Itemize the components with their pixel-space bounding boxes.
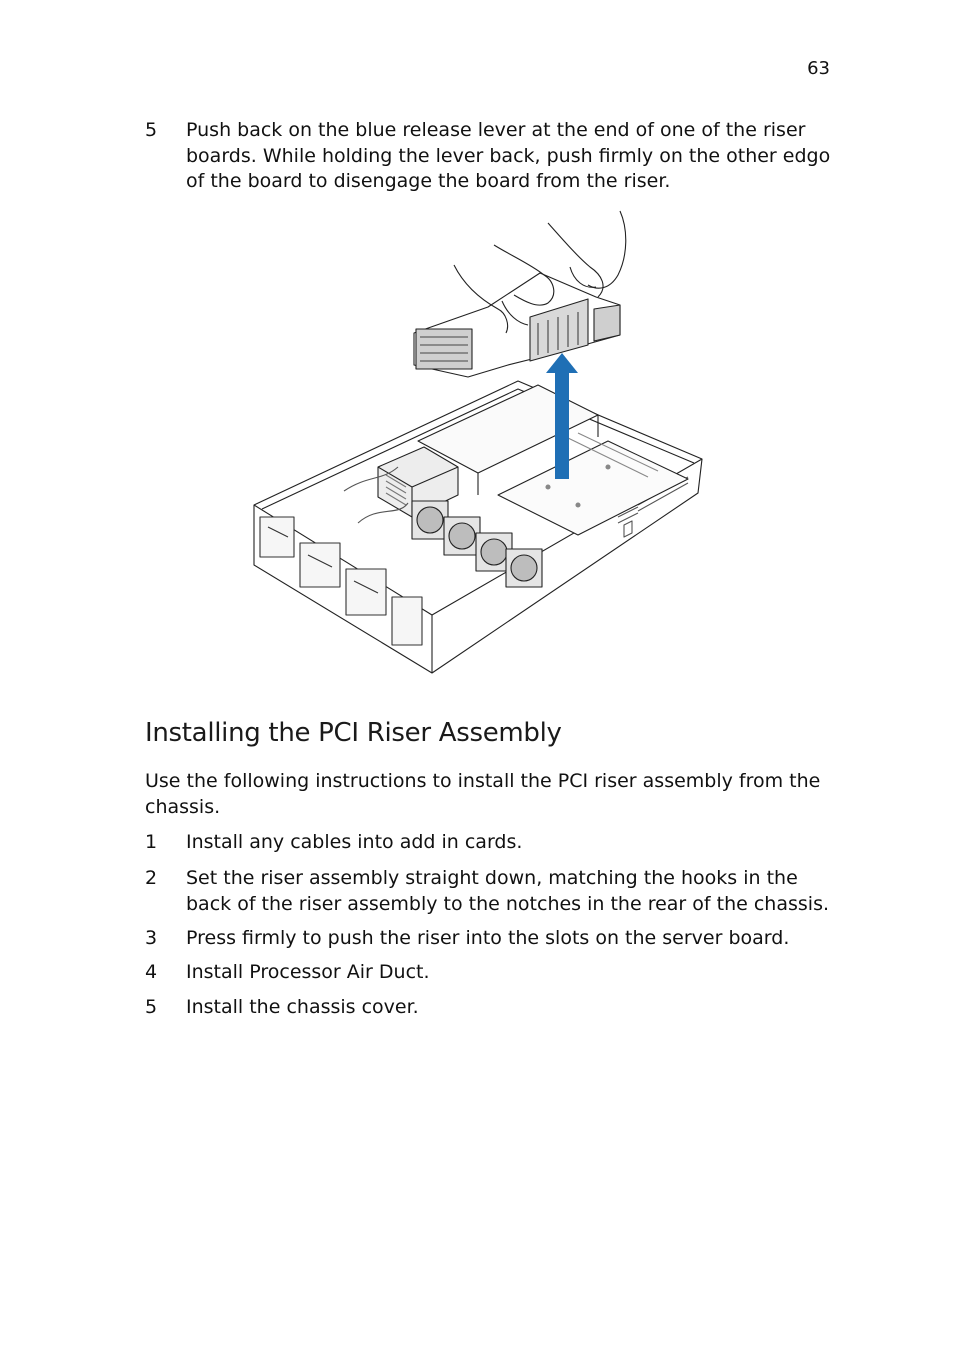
step-number: 4 [145,961,158,983]
list-item [145,926,845,952]
step-text: Set the riser assembly straight down, matching the hooks in the back of the riser assembly to the notches in the rear of the chassis. [186,867,830,915]
step-text: Install any cables into add in cards. [186,831,523,853]
list-item [145,995,845,1021]
section-heading: Installing the PCI Riser Assembly [145,718,562,748]
riser-assembly [414,273,620,377]
list-item [145,830,845,856]
step-text: Push back on the blue release lever at the end of one of the riser boards. While holding the lever back, push firmly on the other edgo of the board to disengage the board from the riser. [186,119,831,192]
step-number: 5 [145,996,158,1018]
section-intro: Use the following instructions to install the PCI riser assembly from the chassis. [145,770,821,818]
step-text: Press firmly to push the riser into the slots on the server board. [186,927,790,949]
list-item [145,960,845,986]
step-number: 3 [145,927,158,949]
step-number: 5 [145,119,158,141]
riser-removal-illustration [248,205,708,675]
list-item [145,866,845,918]
step-text: Install Processor Air Duct. [186,961,430,983]
removal-step [145,118,845,198]
step-number: 1 [145,831,158,853]
step-text: Install the chassis cover. [186,996,419,1018]
page-number: 63 [807,58,830,79]
step-number: 2 [145,867,158,889]
